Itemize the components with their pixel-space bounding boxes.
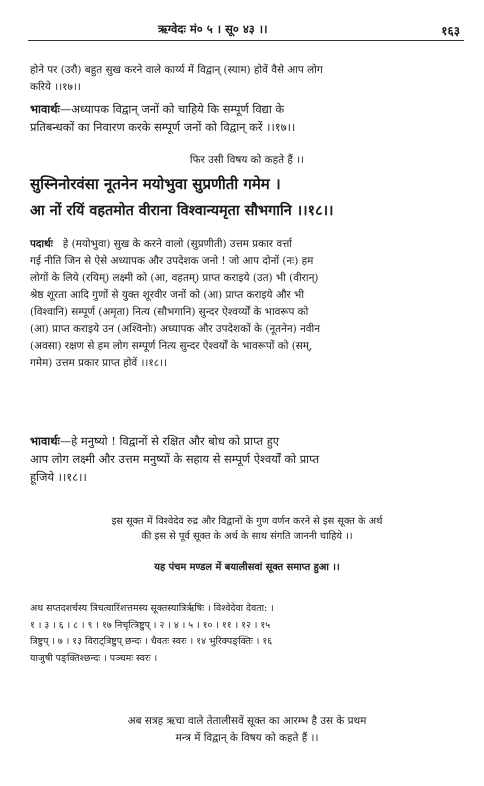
sukta-conclusion: यह पंचम मण्डल में बयालीसवां सूक्त समाप्त हुआ ।। bbox=[154, 562, 340, 573]
mantra-line-2: आ नों रयिं वहतमोत वीराना विश्वान्यमृता सौभगानि ।।१८।। bbox=[30, 202, 334, 219]
mantra-line-1: सुस्निनोरवंसा नूतनेन मयोभुवा सुप्रणीती गमेम । bbox=[30, 175, 281, 193]
next-sukta-intro bbox=[30, 713, 464, 747]
text-line: हे (मयोभुवा) सुख के करने वालो (सुप्रणीती) उत्तम प्रकार वर्त्ता bbox=[62, 238, 292, 250]
text-line: —अध्यापक विद्वान् जनों को चाहिये कि सम्पूर्ण विद्या के bbox=[59, 102, 285, 116]
text-line: लोगों के लिये (रयिम्) लक्ष्मी को (आ, वहतम्) प्राप्त कराइये (उत) भी (वीरान्) bbox=[30, 272, 319, 284]
text-line: होने पर (उरौ) बहुत सुख करने वाले कार्य्य में विद्वान् (स्याम) होवें वैसे आप लोग bbox=[30, 64, 323, 76]
running-header bbox=[28, 22, 460, 40]
text-line: इस सूक्त में विश्वेदेव रुद्र और विद्वानों के गुण वर्णन करने से इस सूक्त के अर्थ bbox=[111, 516, 383, 527]
header-rule bbox=[28, 40, 464, 41]
text-line: हूजिये ।।१८।। bbox=[30, 470, 87, 484]
text-line: की इस से पूर्व सूक्त के अर्थ के साथ संगति जाननी चाहिये ।। bbox=[141, 531, 353, 542]
text-line: त्रिष्टुप् । ७ । १३ विराट्त्रिष्टुप् छन्दः । धैवतः स्वरः । १४ भुरिक्पङ्क्तिः । १६ bbox=[30, 636, 273, 647]
text-line: १ । ३ । ६ । ८ । ९ । १७ निचृत्त्रिष्टुप् । २ । ४ । ५ । १० । ११ । १२ । १५ bbox=[30, 619, 271, 631]
padarth-label: पदार्थः bbox=[30, 238, 53, 250]
text-line: (आ) प्राप्त कराइये उन (अश्विनोः) अध्यापक और उपदेशकों के (नूतनेन) नवीन bbox=[30, 323, 320, 335]
sukta-summary bbox=[30, 514, 464, 544]
text-line: मन्त्र में विद्वान् के विषय को कहते हैं ।। bbox=[175, 732, 319, 744]
padarth-paragraph bbox=[30, 236, 464, 372]
page-number: १६३ bbox=[441, 24, 460, 38]
sukta-metadata bbox=[30, 601, 462, 667]
text-line: याजुषी पङ्क्तिश्छन्दः । पञ्चमः स्वरः । bbox=[30, 652, 158, 664]
text-line: गई नीति जिन से ऐसे अध्यापक और उपदेशक जनो ! जो आप दोनों (नः) हम bbox=[30, 255, 314, 267]
text-line: —हे मनुष्यो ! विद्वानों से रक्षित और बोध को प्राप्त हुए bbox=[59, 434, 280, 448]
bhavarth-paragraph bbox=[30, 432, 464, 486]
text-line: (विश्वानि) सम्पूर्ण (अमृता) नित्य (सौभगानि) सुन्दर ऐश्वर्य्यों के भावरूप को bbox=[30, 306, 309, 318]
text-line: आप लोग लक्ष्मी और उत्तम मनुष्यों के सहाय से सम्पूर्ण ऐश्वर्यों को प्राप्त bbox=[30, 452, 320, 466]
text-line: प्रतिबन्धकों का निवारण करके सम्पूर्ण जनों को विद्वान् करें ।।१७।। bbox=[30, 120, 296, 134]
bhavarth-paragraph bbox=[30, 100, 464, 136]
section-intro: फिर उसी विषय को कहते हैं ।। bbox=[189, 154, 305, 166]
text-line: अब सत्रह ऋचा वाले तेतालीसवें सूक्त का आरम्भ है उस के प्रथम bbox=[127, 715, 367, 727]
previous-verse-text bbox=[30, 62, 464, 96]
text-line: करिये ।।१७।। bbox=[30, 81, 81, 93]
bhavarth-label: भावार्थः bbox=[30, 434, 60, 448]
text-line: गमेम) उत्तम प्रकार प्राप्त होवें ।।१८।। bbox=[30, 357, 168, 369]
header-title: ऋग्वेदः मं० ५ । सू० ४३ ।। bbox=[158, 22, 268, 36]
text-line: अथ सप्तदशर्चस्य त्रिचत्वारिंशत्तमस्य सूक्तस्यात्रिर्ऋषिः । विश्वेदेवा देवता: । bbox=[30, 603, 274, 614]
bhavarth-label: भावार्थः bbox=[30, 102, 60, 116]
text-line: श्रेष्ठ शूरता आदि गुणों से युक्त शूरवीर जनों को (आ) प्राप्त कराइये और भी bbox=[30, 289, 305, 301]
text-line: (अवसा) रक्षण से हम लोग सम्पूर्ण नित्य सुन्दर ऐश्वर्यों के भावरूपों को (सम्, bbox=[30, 340, 313, 352]
